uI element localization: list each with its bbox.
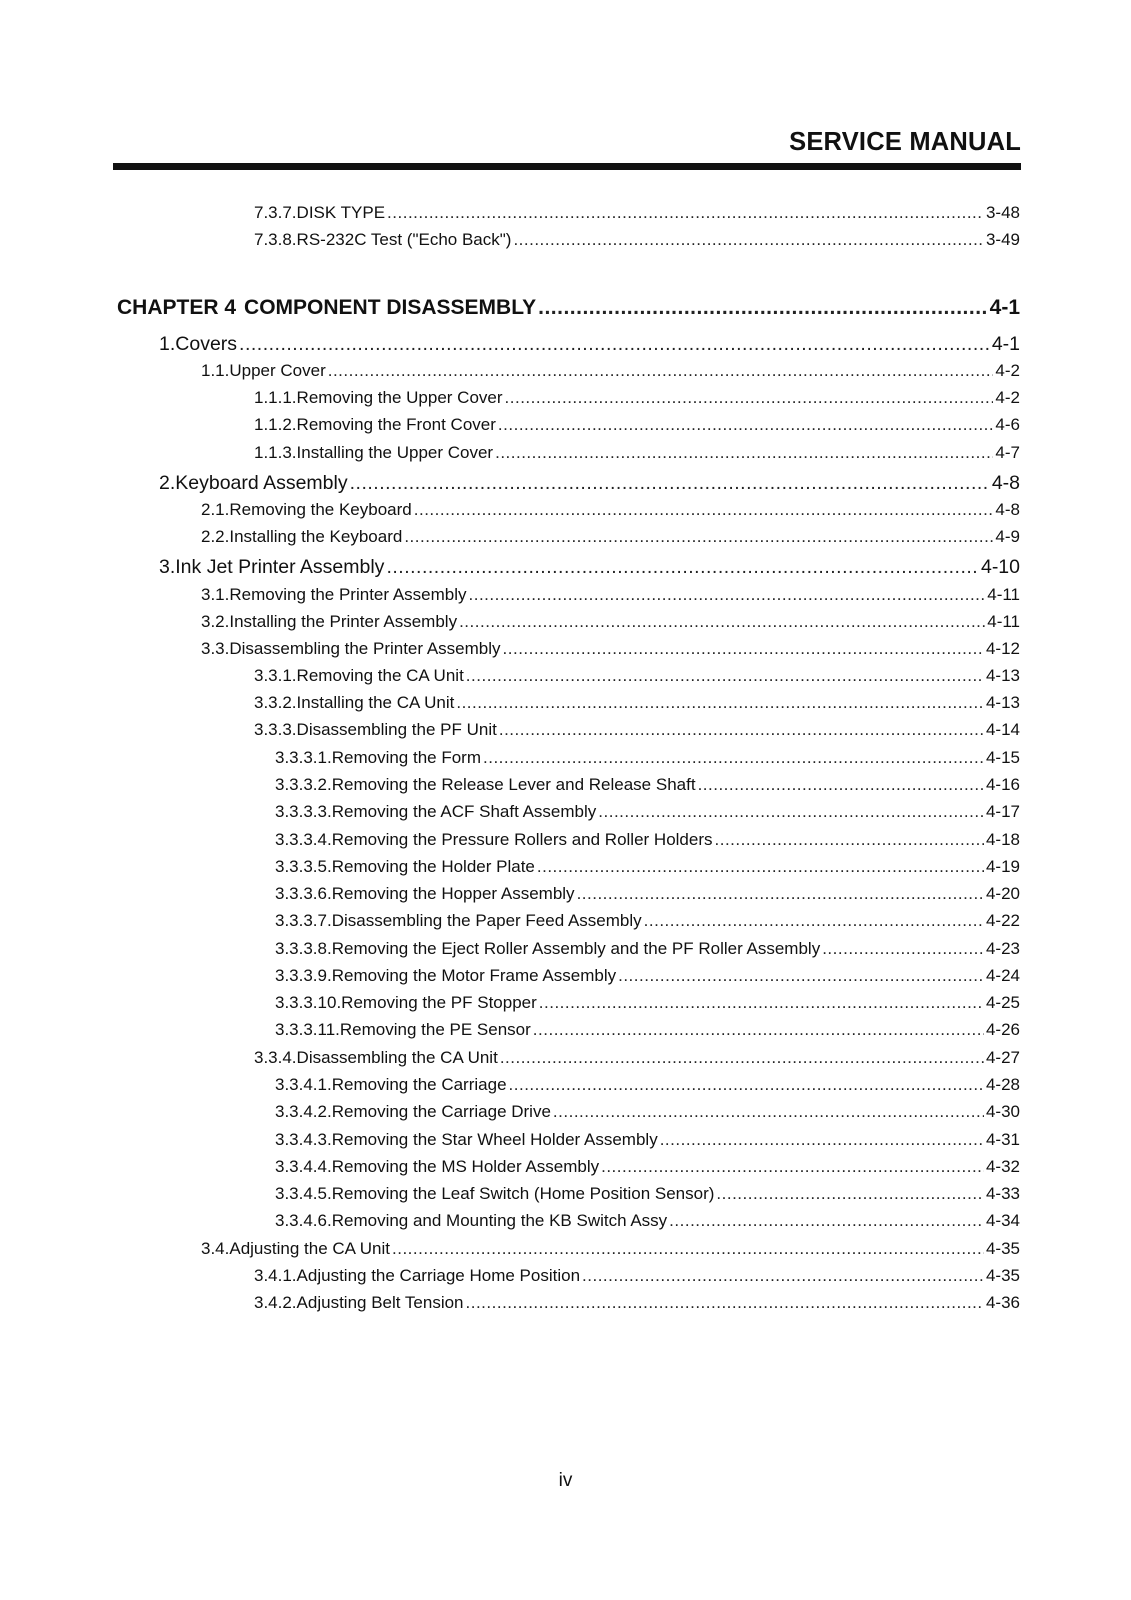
toc-entry-title: Adjusting Belt Tension — [296, 1293, 464, 1312]
toc-chapter-entry[interactable] — [117, 296, 1020, 320]
toc-entry[interactable] — [254, 1266, 1020, 1286]
toc-entry-title: Disassembling the Printer Assembly — [229, 639, 501, 658]
dot-leader — [538, 296, 988, 320]
dot-leader — [495, 443, 993, 463]
toc-entry-title: Removing the Motor Frame Assembly — [331, 966, 617, 985]
toc-entry[interactable] — [275, 1020, 1020, 1040]
toc-entry-page: 4-32 — [985, 1157, 1020, 1176]
toc-entry[interactable] — [275, 748, 1020, 768]
toc-entry-page: 4-8 — [995, 500, 1020, 519]
dot-leader — [387, 203, 984, 223]
dot-leader — [386, 556, 979, 579]
toc-entry-number: 3.1. — [201, 585, 230, 604]
toc-entry-title: Removing the Pressure Rollers and Roller Holders — [331, 830, 713, 849]
toc-entry-title: Removing the Form — [331, 748, 481, 767]
toc-entry-page: 3-48 — [985, 203, 1020, 222]
toc-entry-title: Removing the PF Stopper — [341, 993, 537, 1012]
toc-entry-number: 7.3.8. — [254, 230, 297, 249]
toc-entry[interactable] — [254, 415, 1020, 435]
toc-entry-page: 4-1 — [991, 333, 1020, 355]
toc-entry[interactable] — [254, 230, 1020, 250]
toc-entry-page: 4-11 — [987, 612, 1020, 631]
toc-entry-title: Keyboard Assembly — [175, 472, 348, 494]
toc-entry-number: 2.2. — [201, 527, 230, 546]
toc-entry[interactable] — [254, 1048, 1020, 1068]
dot-leader — [466, 1293, 984, 1313]
dot-leader — [414, 500, 994, 520]
dot-leader — [456, 693, 984, 713]
toc-entry-number: 1.1.3. — [254, 443, 297, 462]
dot-leader — [500, 1048, 984, 1068]
toc-entry-number: 7.3.7. — [254, 203, 297, 222]
toc-entry-title: Adjusting the Carriage Home Position — [296, 1266, 581, 1285]
dot-leader — [392, 1239, 984, 1259]
toc-entry-title: RS-232C Test ("Echo Back") — [296, 230, 512, 249]
toc-entry[interactable] — [254, 388, 1020, 408]
toc-entry[interactable] — [275, 1102, 1020, 1122]
toc-entry-number: 3.3.3.2. — [275, 775, 332, 794]
toc-entry[interactable] — [275, 857, 1020, 877]
toc-entry-page: 4-26 — [985, 1020, 1020, 1039]
toc-entry[interactable] — [254, 693, 1020, 713]
dot-leader — [350, 472, 990, 495]
toc-entry-title: Disassembling the PF Unit — [296, 720, 497, 739]
toc-entry[interactable] — [275, 1184, 1020, 1204]
toc-entry-number: 3.3.3.4. — [275, 830, 332, 849]
toc-entry-number: 3.3.4.4. — [275, 1157, 332, 1176]
toc-entry-number: 3.3.3.10. — [275, 993, 342, 1012]
toc-entry-title: Removing the MS Holder Assembly — [331, 1157, 600, 1176]
toc-entry-page: 4-16 — [985, 775, 1020, 794]
toc-entry-number: 3.3.4.5. — [275, 1184, 332, 1203]
toc-entry-title: Removing the Eject Roller Assembly and the PF Roller Assembly — [331, 939, 821, 958]
toc-entry[interactable] — [201, 585, 1020, 605]
toc-entry-number: 3.3.3. — [254, 720, 297, 739]
toc-entry-number: 3.3.4.3. — [275, 1130, 332, 1149]
dot-leader — [577, 884, 984, 904]
toc-entry[interactable] — [201, 639, 1020, 659]
toc-entry-number: 3.3.3.3. — [275, 802, 332, 821]
dot-leader — [239, 333, 990, 356]
toc-entry-number: 2. — [159, 472, 176, 494]
toc-entry-title: Removing the Front Cover — [296, 415, 496, 434]
toc-entry-page: 4-1 — [989, 296, 1020, 319]
toc-entry[interactable] — [275, 884, 1020, 904]
toc-entry[interactable] — [275, 1130, 1020, 1150]
dot-leader — [533, 1020, 984, 1040]
toc-entry-title: Disassembling the Paper Feed Assembly — [331, 911, 642, 930]
dot-leader — [509, 1075, 984, 1095]
toc-entry-page: 4-14 — [985, 720, 1020, 739]
toc-entry-page: 4-36 — [985, 1293, 1020, 1312]
toc-entry-title: Removing the Carriage Drive — [331, 1102, 551, 1121]
toc-entry-page: 4-31 — [985, 1130, 1020, 1149]
dot-leader — [601, 1157, 984, 1177]
toc-entry-page: 4-35 — [985, 1239, 1020, 1258]
toc-entry-number: 3.3.3.1. — [275, 748, 332, 767]
toc-entry[interactable] — [275, 939, 1020, 959]
toc-entry-number: 3.4. — [201, 1239, 230, 1258]
toc-entry-title: Removing the Leaf Switch (Home Position Sensor) — [331, 1184, 715, 1203]
dot-leader — [499, 720, 984, 740]
toc-entry-page: 4-25 — [985, 993, 1020, 1012]
toc-entry-page: 4-22 — [985, 911, 1020, 930]
dot-leader — [660, 1130, 984, 1150]
toc-entry-title: Removing the Carriage — [331, 1075, 507, 1094]
toc-entry-number: 1.1.1. — [254, 388, 297, 407]
toc-entry[interactable] — [275, 966, 1020, 986]
dot-leader — [459, 612, 985, 632]
dot-leader — [498, 415, 994, 435]
dot-leader — [404, 527, 993, 547]
toc-entry-number: 3.3.3.11. — [275, 1020, 340, 1039]
toc-entry-number: 3.3. — [201, 639, 230, 658]
dot-leader — [328, 361, 994, 381]
toc-entry-title: Removing the ACF Shaft Assembly — [331, 802, 597, 821]
dot-leader — [537, 857, 984, 877]
toc-entry-page: 4-35 — [985, 1266, 1020, 1285]
dot-leader — [503, 639, 984, 659]
toc-entry-page: 4-2 — [995, 361, 1020, 380]
toc-entry-number: CHAPTER 4 — [117, 296, 237, 319]
dot-leader — [469, 585, 986, 605]
toc-entry-title: Disassembling the CA Unit — [296, 1048, 498, 1067]
toc-entry-page: 4-12 — [985, 639, 1020, 658]
toc-entry-number: 3.4.2. — [254, 1293, 297, 1312]
toc-entry[interactable] — [201, 1239, 1020, 1259]
toc-entry-page: 4-28 — [985, 1075, 1020, 1094]
toc-entry-page: 4-9 — [995, 527, 1020, 546]
dot-leader — [598, 802, 984, 822]
dot-leader — [669, 1211, 984, 1231]
toc-entry-page: 4-7 — [995, 443, 1020, 462]
toc-entry-number: 3.3.1. — [254, 666, 297, 685]
toc-entry[interactable] — [159, 333, 1020, 356]
dot-leader — [553, 1102, 984, 1122]
toc-entry-page: 4-11 — [987, 585, 1020, 604]
dot-leader — [822, 939, 984, 959]
dot-leader — [582, 1266, 984, 1286]
toc-entry[interactable] — [275, 1157, 1020, 1177]
toc-entry-title: Installing the Keyboard — [229, 527, 403, 546]
dot-leader — [698, 775, 984, 795]
dot-leader — [716, 1184, 984, 1204]
toc-entry-page: 4-13 — [985, 666, 1020, 685]
toc-entry-page: 4-33 — [985, 1184, 1020, 1203]
toc-entry-title: Upper Cover — [229, 361, 326, 380]
toc-entry-number: 3. — [159, 556, 176, 578]
page-number: iv — [558, 1470, 573, 1491]
toc-entry[interactable] — [254, 1293, 1020, 1313]
toc-entry[interactable] — [201, 361, 1020, 381]
toc-entry[interactable] — [254, 720, 1020, 740]
toc-entry-page: 4-18 — [985, 830, 1020, 849]
toc-entry-number: 1.1. — [201, 361, 230, 380]
toc-entry-title: Adjusting the CA Unit — [229, 1239, 391, 1258]
toc-entry-title: Removing the Release Lever and Release Shaft — [331, 775, 696, 794]
toc-entry-page: 4-2 — [995, 388, 1020, 407]
toc-entry-title: Removing the PE Sensor — [339, 1020, 531, 1039]
dot-leader — [466, 666, 984, 686]
toc-entry-title: COMPONENT DISASSEMBLY — [244, 296, 537, 319]
toc-entry[interactable] — [254, 666, 1020, 686]
toc-entry-page: 4-24 — [985, 966, 1020, 985]
toc-entry[interactable] — [275, 830, 1020, 850]
toc-entry-number: 2.1. — [201, 500, 230, 519]
toc-entry-title: Installing the Printer Assembly — [229, 612, 458, 631]
toc-entry[interactable] — [159, 556, 1020, 579]
toc-entry[interactable] — [275, 802, 1020, 822]
toc-entry[interactable] — [275, 775, 1020, 795]
toc-entry-number: 3.3.3.5. — [275, 857, 332, 876]
toc-entry-page: 4-15 — [985, 748, 1020, 767]
toc-entry[interactable] — [275, 1211, 1020, 1231]
toc-entry[interactable] — [201, 612, 1020, 632]
toc-entry-title: Removing and Mounting the KB Switch Assy — [331, 1211, 668, 1230]
toc-entry-page: 4-6 — [995, 415, 1020, 434]
toc-entry-title: Removing the Keyboard — [229, 500, 412, 519]
dot-leader — [715, 830, 984, 850]
toc-entry-number: 3.3.2. — [254, 693, 297, 712]
toc-entry-title: Removing the Upper Cover — [296, 388, 503, 407]
toc-entry[interactable] — [254, 203, 1020, 223]
dot-leader — [505, 388, 994, 408]
toc-entry-title: DISK TYPE — [296, 203, 386, 222]
toc-entry-page: 4-8 — [991, 472, 1020, 494]
toc-entry-number: 1.1.2. — [254, 415, 297, 434]
toc-entry-title: Covers — [175, 333, 238, 355]
document-title: SERVICE MANUAL — [789, 128, 1021, 156]
toc-entry[interactable] — [275, 911, 1020, 931]
toc-entry[interactable] — [254, 443, 1020, 463]
toc-entry-number: 3.4.1. — [254, 1266, 297, 1285]
toc-entry-title: Removing the CA Unit — [296, 666, 464, 685]
toc-entry-page: 4-34 — [985, 1211, 1020, 1230]
toc-entry-number: 1. — [159, 333, 176, 355]
toc-entry-number: 3.3.4.6. — [275, 1211, 332, 1230]
toc-entry-page: 4-19 — [985, 857, 1020, 876]
toc-entry-title: Removing the Star Wheel Holder Assembly — [331, 1130, 658, 1149]
toc-entry-number: 3.3.4. — [254, 1048, 297, 1067]
toc-entry[interactable] — [275, 993, 1020, 1013]
toc-entry-page: 4-17 — [985, 802, 1020, 821]
toc-entry-number: 3.3.4.2. — [275, 1102, 332, 1121]
toc-entry-page: 4-23 — [985, 939, 1020, 958]
toc-entry-page: 4-20 — [985, 884, 1020, 903]
toc-entry-page: 3-49 — [985, 230, 1020, 249]
toc-entry-number: 3.3.4.1. — [275, 1075, 332, 1094]
dot-leader — [644, 911, 984, 931]
dot-leader — [513, 230, 984, 250]
toc-entry-title: Installing the CA Unit — [296, 693, 455, 712]
toc-entry-page: 4-30 — [985, 1102, 1020, 1121]
toc-entry-page: 4-10 — [980, 556, 1020, 578]
toc-entry[interactable] — [159, 472, 1020, 495]
toc-entry-number: 3.2. — [201, 612, 230, 631]
toc-entry-number: 3.3.3.9. — [275, 966, 332, 985]
toc-entry-title: Removing the Hopper Assembly — [331, 884, 575, 903]
dot-leader — [539, 993, 984, 1013]
toc-entry[interactable] — [275, 1075, 1020, 1095]
toc-entry-title: Ink Jet Printer Assembly — [175, 556, 385, 578]
dot-leader — [483, 748, 984, 768]
toc-entry[interactable] — [201, 500, 1020, 520]
toc-entry-title: Removing the Holder Plate — [331, 857, 535, 876]
dot-leader — [618, 966, 984, 986]
toc-entry-number: 3.3.3.8. — [275, 939, 332, 958]
toc-entry-page: 4-27 — [985, 1048, 1020, 1067]
toc-entry-number: 3.3.3.7. — [275, 911, 332, 930]
toc-entry-number: 3.3.3.6. — [275, 884, 332, 903]
toc-entry[interactable] — [201, 527, 1020, 547]
toc-entry-page: 4-13 — [985, 693, 1020, 712]
toc-entry-title: Installing the Upper Cover — [296, 443, 494, 462]
toc-entry-title: Removing the Printer Assembly — [229, 585, 467, 604]
